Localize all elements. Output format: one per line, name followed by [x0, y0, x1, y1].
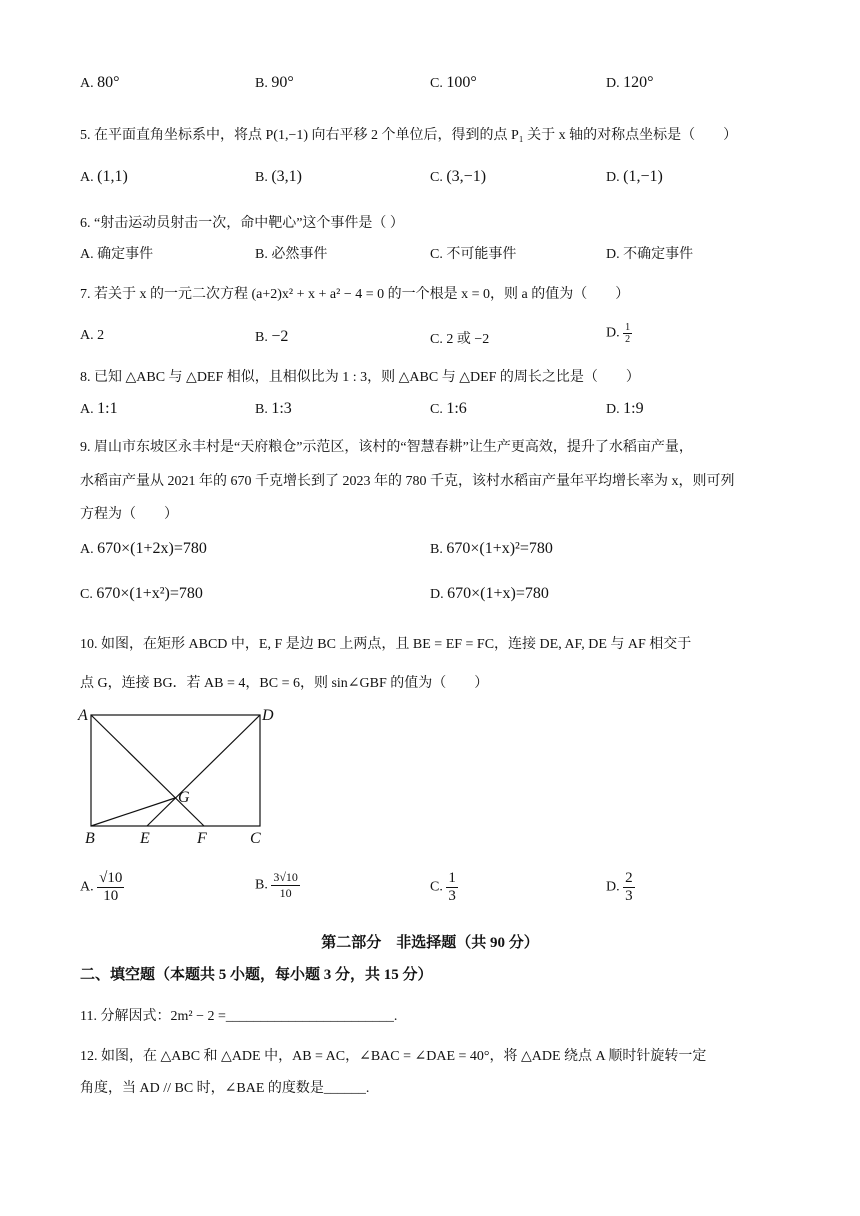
q7-stem: 7. 若关于 x 的一元二次方程 (a+2)x² + x + a² − 4 = 0 的一个根是 x = 0，则 a 的值为（ ） [80, 287, 630, 302]
q5-option-a: A. (1,1) [80, 168, 128, 185]
q10-option-b: B. $\frac{3√10}{10}$ [255, 870, 298, 900]
q8-stem: 8. 已知 △ABC 与 △DEF 相似，且相似比为 1 : 3，则 △ABC 与 △DEF 的周长之比是（ ） [80, 370, 640, 385]
q4-option-c: C. 100° [430, 74, 477, 91]
q11-stem: 11. 分解因式：2m² − 2 =________________________. [80, 1009, 398, 1024]
q12-line-1: 12. 如图，在 △ABC 和 △ADE 中，AB = AC，∠BAC = ∠DAE = 40°，将 △ADE 绕点 A 顺时针旋转一定 [80, 1049, 707, 1064]
q4-option-b: B. 90° [255, 74, 294, 91]
q6-option-c: C. 不可能事件 [430, 247, 517, 262]
q6-option-d: D. 不确定事件 [606, 247, 694, 262]
segment-af [91, 715, 204, 826]
fraction: $\frac{3√10}{10}$ [273, 870, 298, 900]
label-f: F [197, 830, 207, 847]
label-d: D [262, 707, 274, 724]
q9-line-2: 水稻亩产量从 2021 年的 670 千克增长到了 2023 年的 780 千克，该村水稻亩产量年平均增长率为 x，则可列 [80, 474, 735, 489]
label-b: B [85, 830, 95, 847]
q7-option-c: C. 2 或 −2 [430, 332, 490, 347]
rectangle-abcd [91, 715, 260, 826]
segment-bg [91, 798, 175, 826]
q5-option-b: B. (3,1) [255, 168, 302, 185]
q4-option-d: D. 120° [606, 74, 654, 91]
q9-option-a: A. 670×(1+2x)=780 [80, 540, 207, 557]
part-two-title: 第二部分 非选择题（共 90 分） [321, 935, 539, 951]
fraction: $\frac{2}{3}$ [625, 870, 633, 904]
fraction: $\frac{1}{2}$ [625, 322, 631, 345]
q8-option-a: A. 1:1 [80, 400, 118, 417]
q9-line-3: 方程为（ ） [80, 507, 178, 522]
q10-line-1: 10. 如图，在矩形 ABCD 中，E, F 是边 BC 上两点，且 BE = EF = FC，连接 DE, AF, DE 与 AF 相交于 [80, 637, 692, 652]
q10-line-2: 点 G，连接 BG．若 AB = 4，BC = 6，则 sin∠GBF 的值为（ ） [80, 676, 489, 691]
q8-option-d: D. 1:9 [606, 400, 644, 417]
q8-option-b: B. 1:3 [255, 400, 292, 417]
q4-option-a: A. 80° [80, 74, 120, 91]
q9-option-b: B. 670×(1+x)²=780 [430, 540, 553, 557]
q12-line-2: 角度，当 AD // BC 时，∠BAE 的度数是______. [80, 1081, 370, 1096]
q9-line-1: 9. 眉山市东坡区永丰村是“天府粮仓”示范区，该村的“智慧春耕”让生产更高效，提升了水稻亩产量， [80, 440, 693, 455]
q7-option-a: A. 2 [80, 328, 105, 343]
q9-option-c: C. 670×(1+x²)=780 [80, 585, 203, 602]
rectangle-figure [70, 700, 300, 850]
q6-option-b: B. 必然事件 [255, 247, 328, 262]
fraction: $\frac{√10}{10}$ [99, 870, 123, 904]
q10-option-a: A. $\frac{√10}{10}$ [80, 870, 123, 904]
segment-de [147, 715, 260, 826]
q5-stem: 5. 在平面直角坐标系中，将点 P(1,−1) 向右平移 2 个单位后，得到的点 P₁ 关于 x 轴的对称点坐标是（ ） [80, 128, 738, 143]
q9-option-d: D. 670×(1+x)=780 [430, 585, 549, 602]
q10-option-c: C. $\frac{1}{3}$ [430, 870, 456, 904]
q7-option-d: D. $\frac{1}{2}$ [606, 322, 631, 345]
q6-option-a: A. 确定事件 [80, 247, 154, 262]
q7-option-b: B. −2 [255, 328, 289, 345]
q10-option-d: D. $\frac{2}{3}$ [606, 870, 633, 904]
q8-option-c: C. 1:6 [430, 400, 467, 417]
label-e: E [140, 830, 150, 847]
q6-stem: 6. “射击运动员射击一次，命中靶心”这个事件是（ ） [80, 216, 404, 231]
q5-option-c: C. (3,−1) [430, 168, 487, 185]
label-g: G [178, 789, 190, 806]
q5-option-d: D. (1,−1) [606, 168, 663, 185]
label-a: A [78, 707, 88, 724]
section-two-title: 二、填空题（本题共 5 小题，每小题 3 分，共 15 分） [80, 967, 433, 983]
fraction: $\frac{1}{3}$ [448, 870, 456, 904]
label-c: C [250, 830, 261, 847]
